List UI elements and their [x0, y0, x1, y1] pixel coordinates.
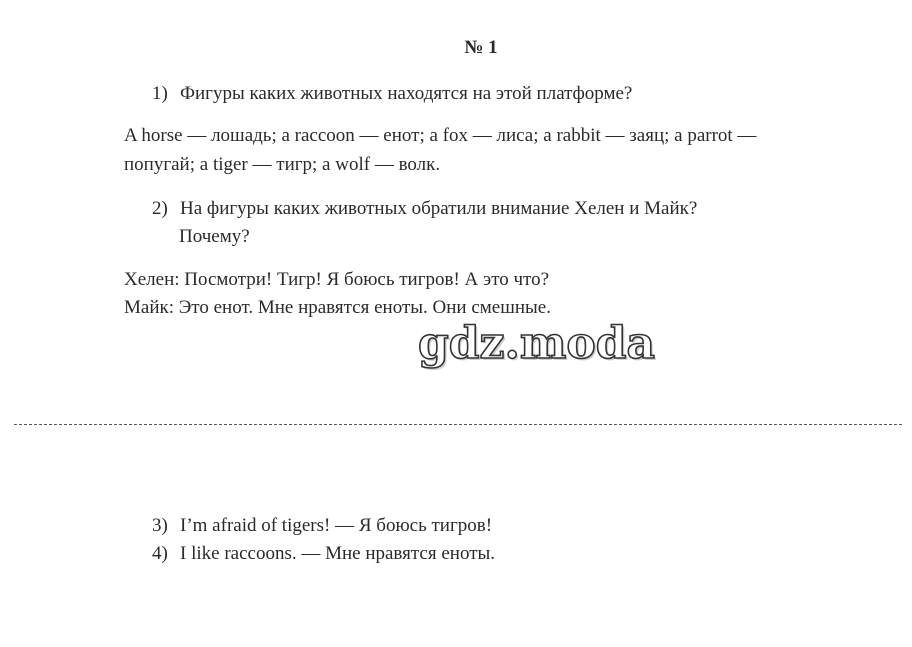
dashed-divider	[14, 424, 902, 425]
question-1	[152, 82, 632, 106]
question-2-text-line-2: Почему?	[179, 226, 250, 247]
item-4	[152, 542, 495, 566]
answer-1-line-1: A horse — лошадь; a raccoon — енот; a fox — лиса; a rabbit — заяц; a parrot —	[124, 125, 757, 146]
question-1-number: 1)	[152, 83, 168, 104]
watermark-logo: gdz.moda	[418, 318, 656, 369]
item-4-text: I like raccoons. — Мне нравятся еноты.	[180, 543, 496, 564]
answer-1-line-2: попугай; a tiger — тигр; a wolf — волк.	[124, 154, 441, 175]
item-3	[152, 514, 492, 538]
question-1-text: Фигуры каких животных находятся на этой платформе?	[180, 83, 633, 104]
question-2-text-line-1: На фигуры каких животных обратили внимание Хелен и Майк?	[180, 198, 698, 219]
answer-2-line-2: Майк: Это енот. Мне нравятся еноты. Они смешные.	[124, 297, 551, 318]
question-2	[152, 197, 697, 221]
exercise-number: № 1	[464, 37, 498, 58]
item-3-text: I’m afraid of tigers! — Я боюсь тигров!	[180, 515, 493, 536]
question-2-number: 2)	[152, 198, 168, 219]
item-3-number: 3)	[152, 515, 168, 536]
answer-2-line-1: Хелен: Посмотри! Тигр! Я боюсь тигров! А это что?	[124, 269, 550, 290]
item-4-number: 4)	[152, 543, 168, 564]
